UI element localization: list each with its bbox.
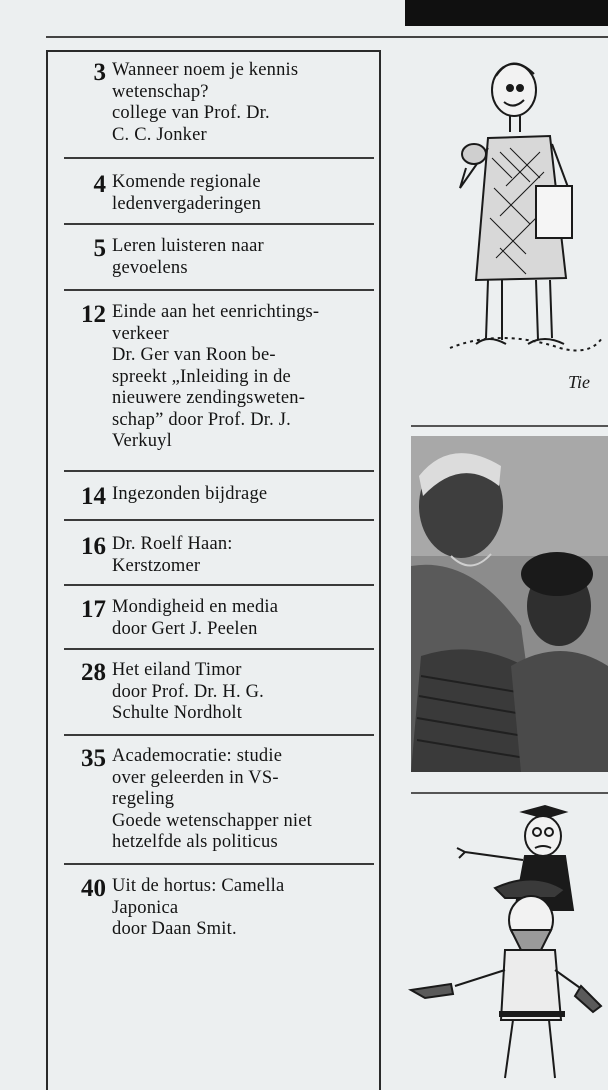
toc-page-number: 5: [93, 235, 106, 262]
cowboy-professor-cartoon: [405, 800, 608, 1080]
toc-page-number: 14: [81, 483, 106, 510]
toc-separator: [64, 648, 374, 650]
toc-page-number: 4: [93, 171, 106, 198]
toc-separator: [64, 734, 374, 736]
toc-separator: [64, 289, 374, 291]
right-rule-lower: [411, 792, 608, 794]
toc-page-number: 28: [81, 659, 106, 686]
toc-separator: [64, 519, 374, 521]
professor-cartoon: [440, 48, 608, 398]
toc-page-number: 35: [81, 745, 106, 772]
toc-title: Uit de hortus: Camella Japonica door Daan Smit.: [112, 876, 285, 939]
toc-separator: [64, 470, 374, 472]
toc-title: Leren luisteren naar gevoelens: [112, 236, 264, 278]
toc-title: Academocratie: studie over geleerden in VS- regeling Goede wetenschapper niet hetzelfde als politicus: [112, 746, 312, 852]
toc-title: Mondigheid en media door Gert J. Peelen: [112, 597, 279, 639]
toc-title: Het eiland Timor door Prof. Dr. H. G. Schulte Nordholt: [112, 660, 264, 723]
toc-title: Dr. Roelf Haan: Kerstzomer: [112, 534, 233, 576]
toc-title: Wanneer noem je kennis wetenschap? college van Prof. Dr. C. C. Jonker: [112, 60, 299, 145]
top-rule: [46, 36, 608, 38]
toc-separator: [64, 223, 374, 225]
toc-title: Komende regionale ledenvergaderingen: [112, 172, 262, 214]
photo-image: [411, 436, 608, 772]
toc-title: Ingezonden bijdrage: [112, 484, 268, 504]
toc-page-number: 12: [81, 301, 106, 328]
toc-separator: [64, 584, 374, 586]
toc-page-number: 16: [81, 533, 106, 560]
toc-page-number: 3: [93, 59, 106, 86]
toc-page-number: 40: [81, 875, 106, 902]
toc-separator: [64, 157, 374, 159]
toc-separator: [64, 863, 374, 865]
toc-page-number: 17: [81, 596, 106, 623]
timor-photo: [411, 436, 608, 772]
toc-title: Einde aan het eenrichtings- verkeer Dr. Ger van Roon be- spreekt „Inleiding in de nieuwere zendingsweten- schap” door Prof. Dr. J. Verkuyl: [112, 302, 320, 451]
right-rule-upper: [411, 425, 608, 427]
cartoon-signature: Tie: [568, 372, 591, 392]
top-black-bar: [405, 0, 608, 26]
